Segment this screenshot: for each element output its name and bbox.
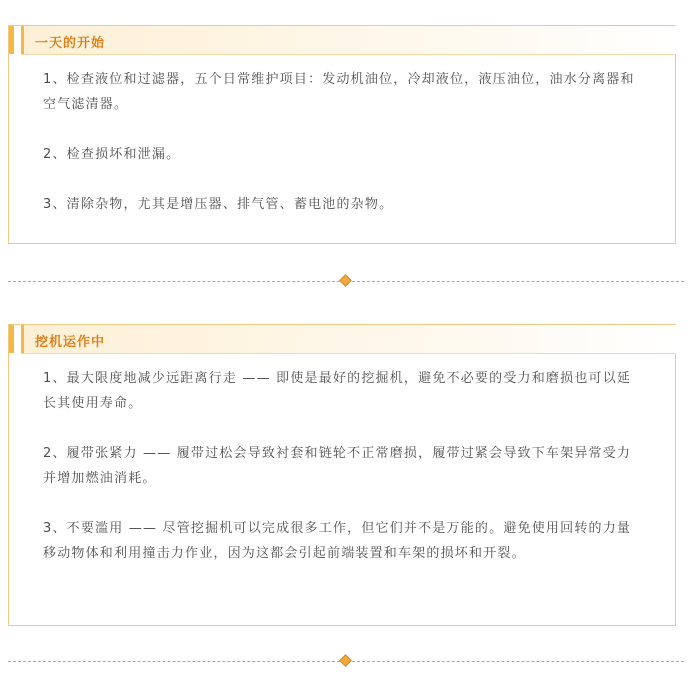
section-title: 挖机运作中 — [35, 335, 106, 350]
section-card-start-of-day — [8, 25, 676, 244]
section-divider — [8, 277, 684, 287]
section-body — [9, 354, 675, 576]
paragraph: 3、不要滥用 —— 尽管挖掘机可以完成很多工作，但它们并不是万能的。避免使用回转的力量移动物体和利用撞击力作业，因为这都会引起前端装置和车架的损坏和开裂。 — [43, 521, 632, 561]
diamond-icon — [339, 654, 352, 667]
header-accent-bar — [21, 26, 24, 54]
paragraph: 1、最大限度地减少远距离行走 —— 即使是最好的挖掘机，避免不必要的受力和磨损也可以延长其使用寿命。 — [43, 371, 632, 411]
section-header — [21, 26, 676, 55]
paragraph: 2、检查损坏和泄漏。 — [43, 147, 181, 162]
diamond-icon — [339, 274, 352, 287]
section-divider — [8, 657, 684, 667]
section-header — [21, 325, 676, 354]
header-accent-bar — [21, 325, 24, 353]
paragraph: 3、清除杂物，尤其是增压器、排气管、蓄电池的杂物。 — [43, 197, 394, 212]
paragraph: 1、检查液位和过滤器，五个日常维护项目：发动机油位，冷却液位，液压油位，油水分离器和空气滤清器。 — [43, 72, 635, 112]
section-card-in-operation — [8, 324, 676, 626]
section-body — [9, 55, 675, 227]
paragraph: 2、履带张紧力 —— 履带过松会导致衬套和链轮不正常磨损，履带过紧会导致下车架异常受力并增加燃油消耗。 — [43, 446, 632, 486]
section-title: 一天的开始 — [35, 36, 106, 51]
